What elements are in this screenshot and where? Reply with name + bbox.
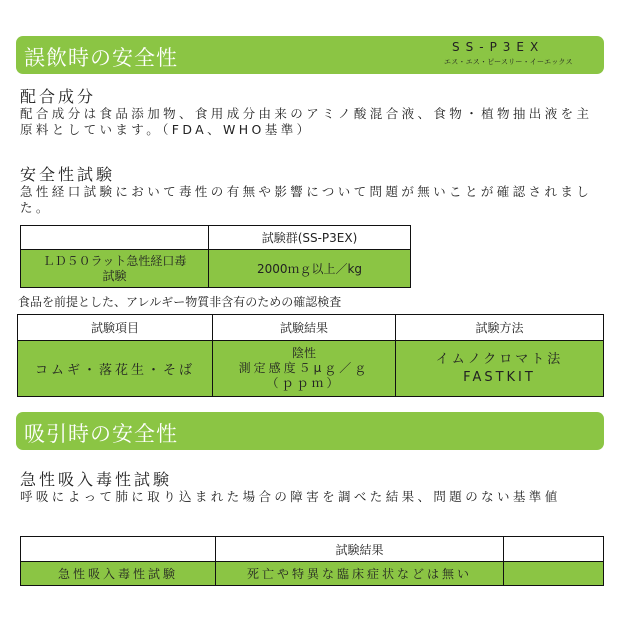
section-title: 吸引時の安全性 [24,422,178,446]
inhalation-table [20,536,604,586]
inhalation-text: 呼吸によって肺に取り込まれた場合の障害を調べた結果、問題のない基準値 [20,489,561,504]
inhalation-test-name: 急性吸入毒性試験 [21,562,216,586]
allergy-table [17,314,604,397]
allergy-result-line2: 測定感度５μｇ／ｇ [238,361,370,375]
section-banner-ingestion [16,36,604,74]
safety-test-text: 急性経口試験において毒性の有無や影響について問題が無いことが確認されました。 [20,184,593,215]
allergy-method [396,341,604,397]
allergy-header-result: 試験結果 [213,315,396,341]
product-code-reading: エス・エス・ピースリー・イーエックス [444,58,573,66]
allergy-method-line2: FASTKIT [463,369,536,385]
ld50-test-name [21,250,209,288]
inhalation-header-blank [21,537,216,562]
ld50-table [20,225,411,288]
allergy-method-line1: イムノクロマト法 [435,351,564,367]
allergy-note: 食品を前提とした、アレルギー物質非含有のための確認検査 [18,295,342,309]
product-code: SS-P3EX [452,40,545,54]
inhalation-header-result: 試験結果 [216,537,504,562]
allergy-header-method: 試験方法 [396,315,604,341]
safety-test-heading: 安全性試験 [20,165,116,184]
ld50-test-name-line2: 試験 [102,268,127,283]
section-banner-inhalation [16,412,604,450]
inhalation-header-extra [504,537,604,562]
allergy-result-line3: （ｐｐｍ） [266,376,342,390]
inhalation-heading: 急性吸入毒性試験 [20,470,173,489]
ld50-result: 2000ｍｇ以上／kg [209,250,411,288]
section-title: 誤飲時の安全性 [24,46,178,70]
allergy-header-item: 試験項目 [18,315,213,341]
inhalation-extra [504,562,604,586]
allergy-item: コムギ・落花生・そば [18,341,213,397]
ld50-test-name-line1: ＬＤ５０ラット急性経口毒 [42,253,187,268]
ld50-header-group: 試験群(SS-P3EX) [209,226,411,250]
allergy-result [213,341,396,397]
ld50-header-blank [21,226,209,250]
composition-text: 配合成分は食品添加物、食用成分由来のアミノ酸混合液、食物・植物抽出液を主原料としています。（FDA、WHO基準） [20,106,593,137]
allergy-result-line1: 陰性 [291,346,316,360]
composition-heading: 配合成分 [20,87,97,106]
inhalation-result: 死亡や特異な臨床症状などは無い [216,562,504,586]
